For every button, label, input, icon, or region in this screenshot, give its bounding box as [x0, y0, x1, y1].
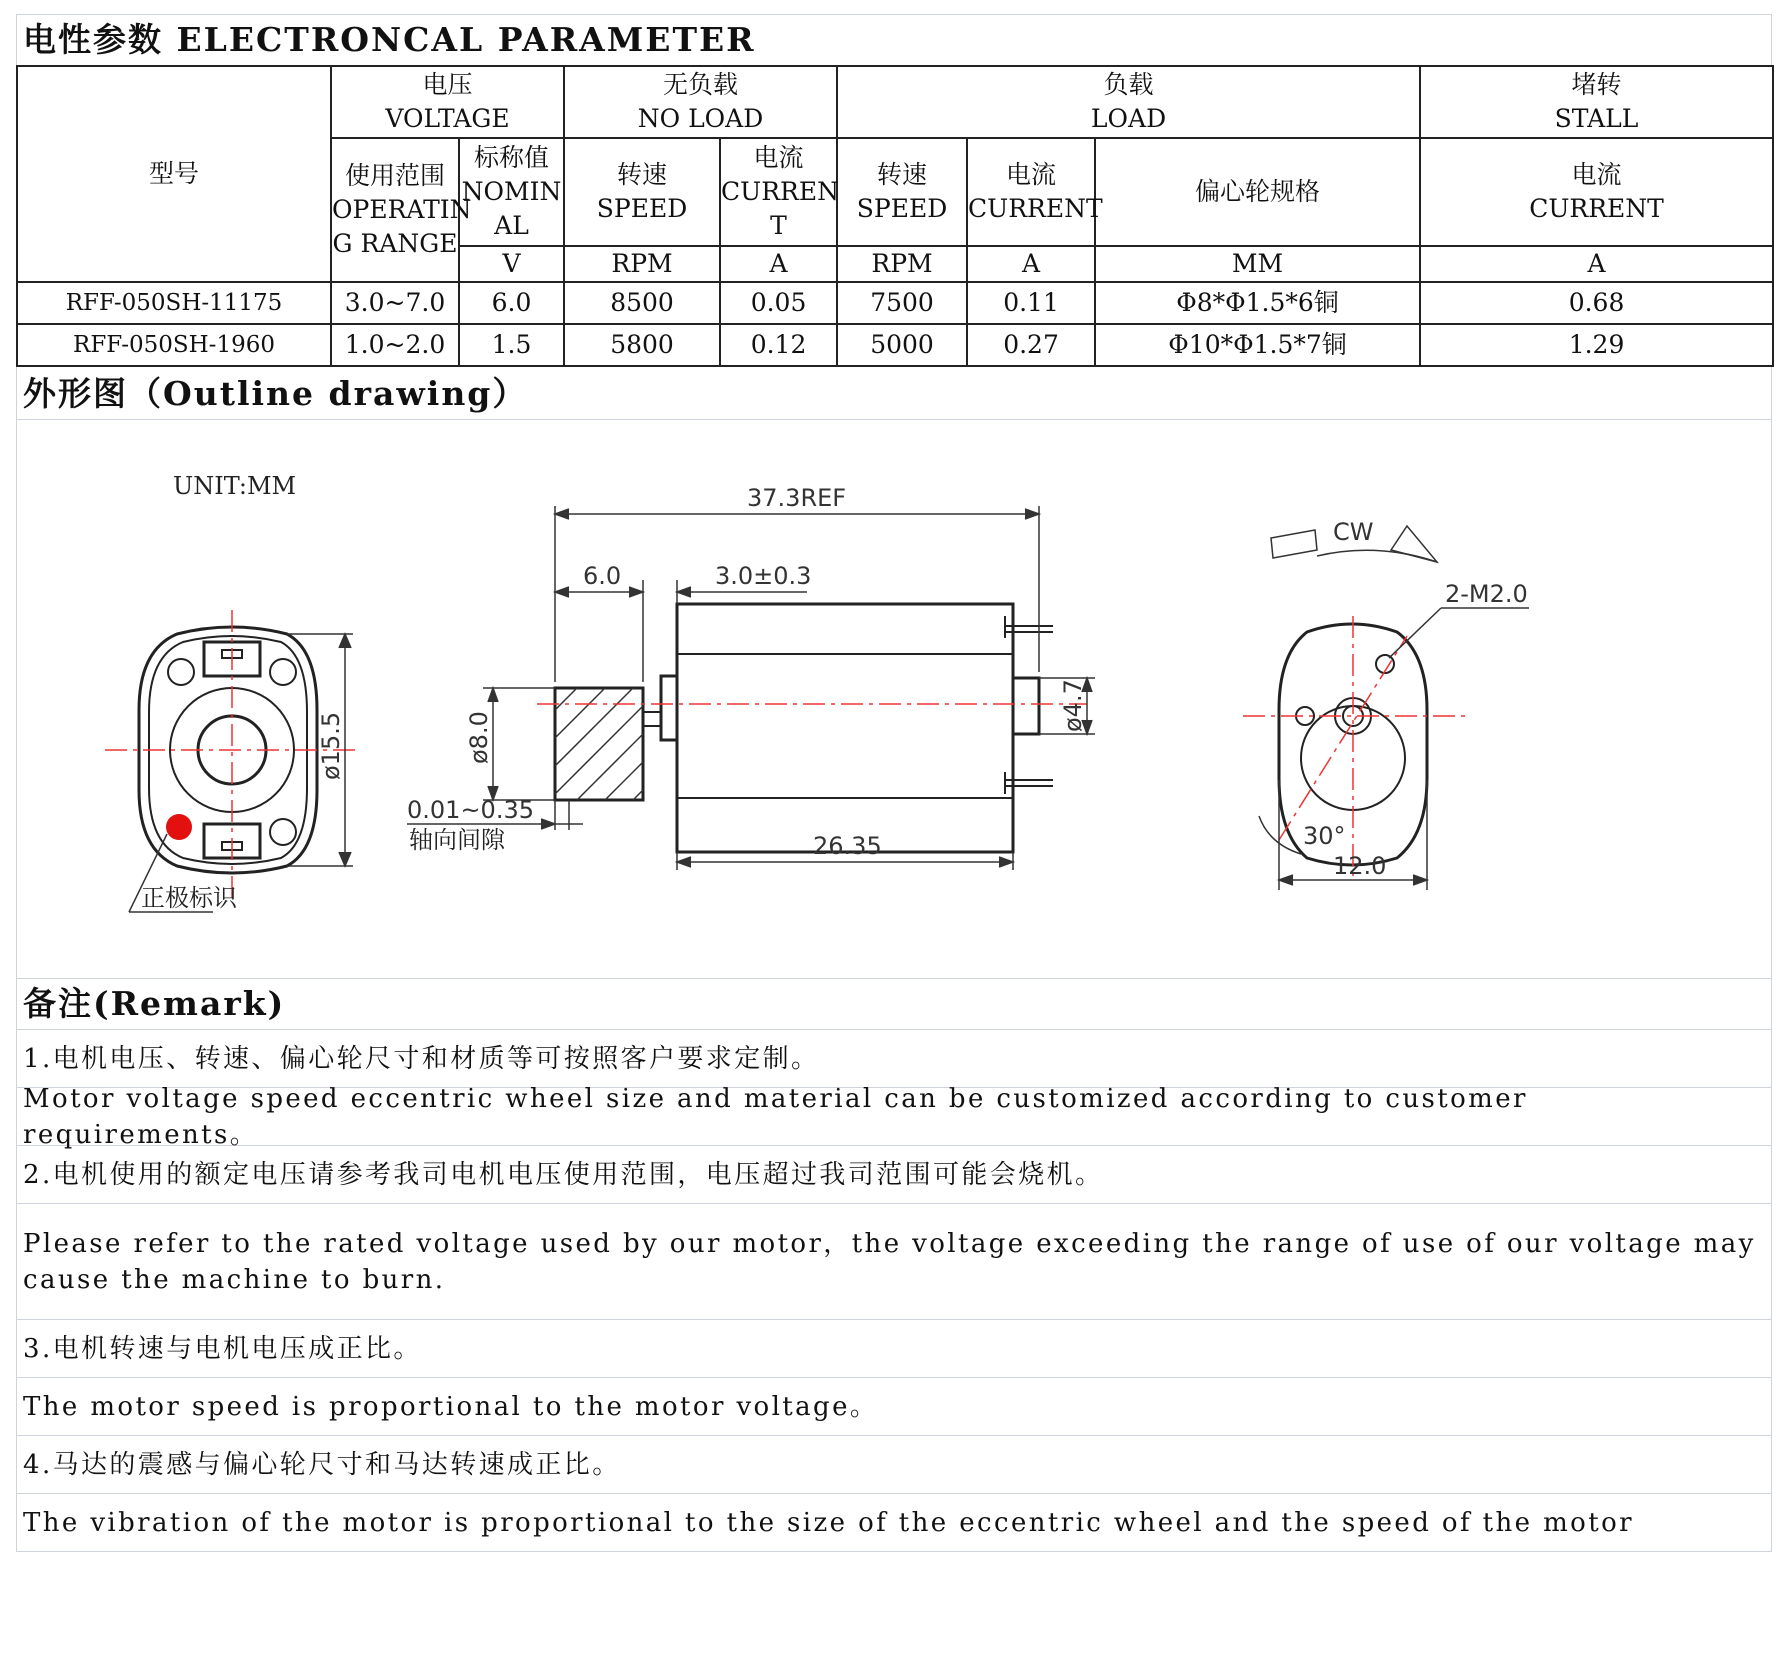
body-length-label: 26.35	[813, 832, 882, 860]
unit-label: UNIT:MM	[173, 472, 297, 500]
cell-nominal: 1.5	[459, 324, 564, 366]
dia-8-label: ø8.0	[465, 711, 493, 764]
screw-label: 2-M2.0	[1445, 580, 1528, 608]
outline-drawing	[16, 419, 1772, 979]
header-stall: 堵转 STALL	[1420, 66, 1773, 138]
header-model: 型号	[17, 66, 331, 282]
header-nominal: 标称值 NOMIN AL	[459, 138, 564, 246]
cell-stall-current: 0.68	[1420, 282, 1773, 324]
unit-nominal: V	[459, 246, 564, 282]
cell-eccentric: Φ10*Φ1.5*7铜	[1095, 324, 1420, 366]
cell-l-current: 0.11	[967, 282, 1095, 324]
axial-gap-label: 0.01~0.35	[407, 796, 534, 824]
shaft-dimension	[555, 580, 807, 682]
header-l-speed: 转速 SPEED	[837, 138, 967, 246]
cell-eccentric: Φ8*Φ1.5*6铜	[1095, 282, 1420, 324]
cell-nl-current: 0.05	[720, 282, 837, 324]
remark-item: 2.电机使用的额定电压请参考我司电机电压使用范围，电压超过我司范围可能会烧机。	[16, 1146, 1772, 1204]
cell-nl-speed: 8500	[564, 282, 720, 324]
header-nl-speed: 转速 SPEED	[564, 138, 720, 246]
side-view	[555, 604, 1053, 852]
header-voltage: 电压 VOLTAGE	[331, 66, 564, 138]
cell-l-speed: 7500	[837, 282, 967, 324]
electrical-parameter-table	[16, 65, 1774, 367]
cell-l-speed: 5000	[837, 324, 967, 366]
cell-range: 3.0~7.0	[331, 282, 459, 324]
header-l-current: 电流 CURRENT	[967, 138, 1095, 246]
dia-8-dimension	[483, 688, 555, 800]
header-operating-range: 使用范围 OPERATIN G RANGE	[331, 138, 459, 282]
unit-nl-speed: RPM	[564, 246, 720, 282]
remark-item: Motor voltage speed eccentric wheel size and material can be customized according to customer requirements。	[16, 1088, 1772, 1146]
remark-item: 1.电机电压、转速、偏心轮尺寸和材质等可按照客户要求定制。	[16, 1030, 1772, 1088]
screw-leader	[1389, 608, 1529, 658]
unit-eccentric: MM	[1095, 246, 1420, 282]
eccentric-hatch	[555, 688, 643, 800]
angle-label: 30°	[1303, 822, 1346, 850]
boss-label: 3.0±0.3	[715, 562, 812, 590]
shaft-length-label: 6.0	[583, 562, 622, 590]
remark-title: 备注(Remark)	[23, 984, 286, 1023]
unit-l-speed: RPM	[837, 246, 967, 282]
positive-marker-dot	[166, 814, 192, 840]
cell-model: RFF-050SH-11175	[17, 282, 331, 324]
positive-mark-label: 正极标识	[141, 884, 237, 912]
cw-label: CW	[1333, 518, 1374, 546]
header-load: 负载 LOAD	[837, 66, 1420, 138]
table-row	[17, 324, 1773, 366]
electrical-title-row	[16, 14, 1772, 65]
remark-item: The vibration of the motor is proportional to the size of the eccentric wheel and the speed of the motor	[16, 1494, 1772, 1552]
cell-nl-current: 0.12	[720, 324, 837, 366]
remark-item: 4.马达的震感与偏心轮尺寸和马达转速成正比。	[16, 1436, 1772, 1494]
width-12-label: 12.0	[1333, 852, 1387, 880]
cell-range: 1.0~2.0	[331, 324, 459, 366]
cell-nl-speed: 5800	[564, 324, 720, 366]
dia-15-5-label: ø15.5	[317, 711, 345, 780]
length-ref-dimension	[555, 506, 1039, 682]
outline-title: 外形图（Outline drawing）	[23, 374, 528, 413]
header-no-load: 无负载 NO LOAD	[564, 66, 837, 138]
cell-nominal: 6.0	[459, 282, 564, 324]
remark-title-row	[16, 979, 1772, 1030]
electrical-title: 电性参数 ELECTRONCAL PARAMETER	[23, 20, 756, 59]
unit-l-current: A	[967, 246, 1095, 282]
header-stall-current: 电流 CURRENT	[1420, 138, 1773, 246]
remark-item: 3.电机转速与电机电压成正比。	[16, 1320, 1772, 1378]
remark-item: The motor speed is proportional to the motor voltage。	[16, 1378, 1772, 1436]
axial-gap-cn-label: 轴向间隙	[409, 826, 505, 854]
outline-title-row	[16, 367, 1772, 419]
angle-dimension	[1259, 816, 1301, 854]
unit-nl-current: A	[720, 246, 837, 282]
spec-sheet	[16, 14, 1772, 1552]
remark-item: Please refer to the rated voltage used by our motor，the voltage exceeding the range of use of our voltage may cause the machine to burn.	[16, 1204, 1772, 1320]
table-row	[17, 282, 1773, 324]
cell-model: RFF-050SH-1960	[17, 324, 331, 366]
outline-drawing-svg	[17, 420, 1773, 980]
dia-4-7-label: ø4.7	[1059, 679, 1087, 732]
cell-stall-current: 1.29	[1420, 324, 1773, 366]
header-nl-current: 电流 CURREN T	[720, 138, 837, 246]
length-ref-label: 37.3REF	[747, 484, 847, 512]
unit-stall-current: A	[1420, 246, 1773, 282]
header-eccentric: 偏心轮规格	[1095, 138, 1420, 246]
cell-l-current: 0.27	[967, 324, 1095, 366]
